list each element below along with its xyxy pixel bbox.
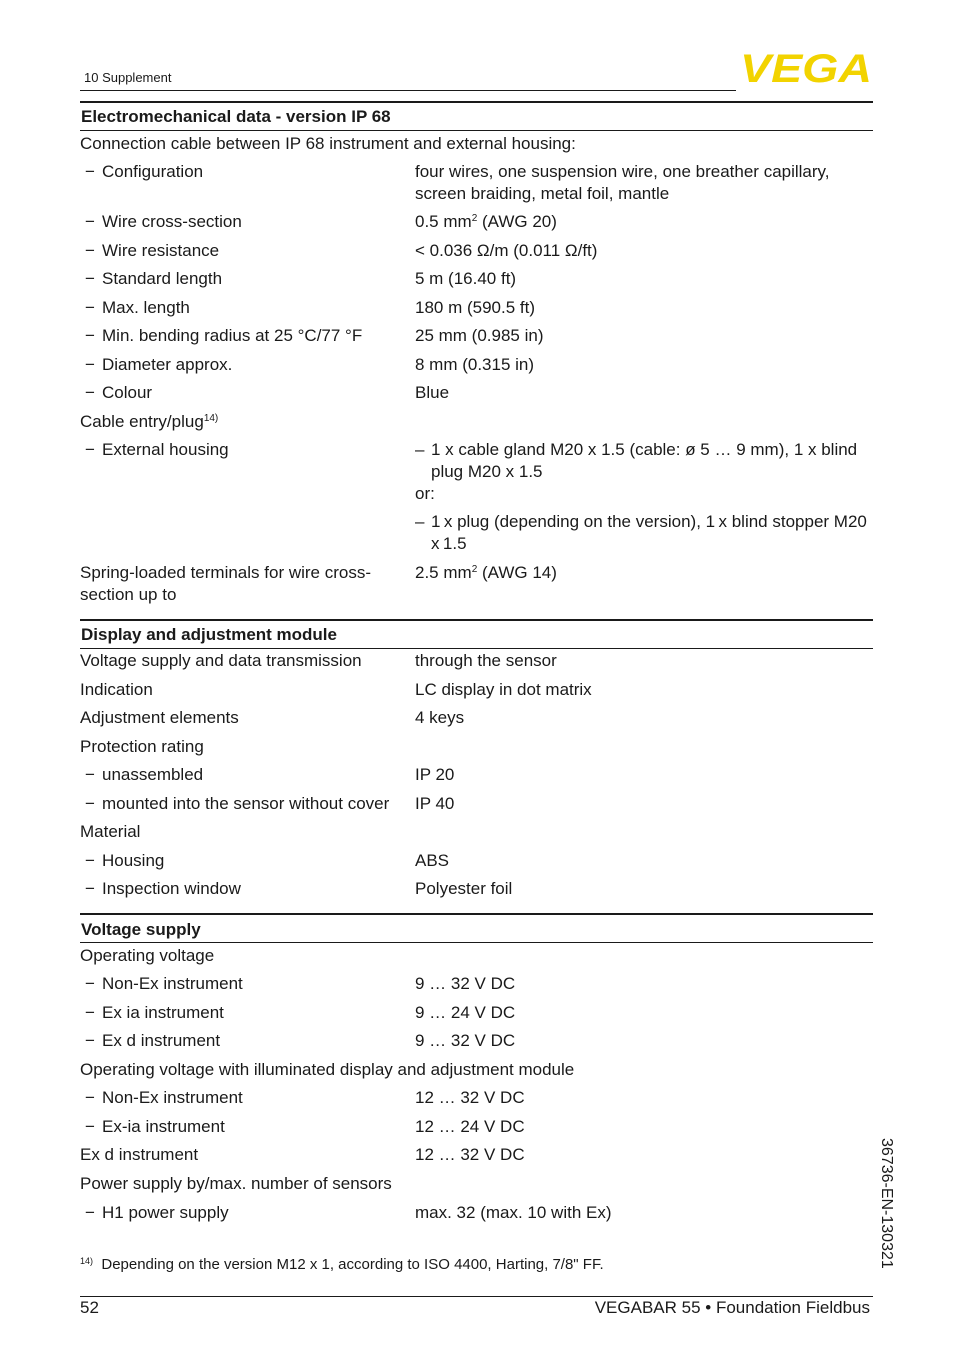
dash: − bbox=[85, 440, 95, 459]
spec-label: Protection rating bbox=[80, 737, 204, 756]
spec-value: 2.5 $mm^2$ (AWG 14) bbox=[415, 563, 557, 582]
spec-label: Cable entry/plug$^{14)}$ bbox=[80, 412, 219, 431]
footnote bbox=[80, 1256, 604, 1273]
spec-value: IP 20 bbox=[415, 765, 455, 784]
spec-value: 180 m (590.5 ft) bbox=[415, 298, 536, 317]
product-name: VEGABAR 55 • Foundation Fieldbus bbox=[594, 1298, 870, 1317]
spec-value: Blue bbox=[415, 383, 450, 402]
spec-label: Power supply by/max. number of sensors bbox=[80, 1174, 392, 1193]
spec-label: − Inspection window bbox=[85, 879, 241, 898]
spec-value: < 0.036 Ω/m (0.011 Ω/ft) bbox=[415, 241, 598, 260]
dash: − bbox=[85, 1203, 95, 1222]
page-number: 52 bbox=[80, 1298, 99, 1317]
spec-label: − Diameter approx. bbox=[85, 355, 233, 374]
logo-wordmark: VEGA bbox=[740, 50, 872, 86]
spec-value: four wires, one suspension wire, one breather capillary, screen braiding, metal foil, mantle bbox=[415, 162, 830, 203]
spec-value: 12 … 32 V DC bbox=[415, 1088, 525, 1107]
spec-value: through the sensor bbox=[415, 651, 557, 670]
spec-value bbox=[415, 439, 875, 555]
spec-label: − Ex d instrument bbox=[85, 1031, 221, 1050]
dash: − bbox=[85, 298, 95, 317]
dash: − bbox=[85, 355, 95, 374]
spec-label: − External housing bbox=[85, 440, 229, 459]
spec-value: 5 m (16.40 ft) bbox=[415, 269, 517, 288]
intro-label: Connection cable between IP 68 instrument and external housing: bbox=[80, 134, 576, 153]
spec-value: IP 40 bbox=[415, 794, 455, 813]
spec-label: − Non-Ex instrument bbox=[85, 974, 243, 993]
spec-value: 9 … 32 V DC bbox=[415, 974, 516, 993]
spec-label: − Ex ia instrument bbox=[85, 1003, 224, 1022]
dash: − bbox=[85, 765, 95, 784]
spec-value: max. 32 (max. 10 with Ex) bbox=[415, 1203, 612, 1222]
spec-label: − Configuration bbox=[85, 162, 204, 181]
footnote-text: Depending on the version M12 x 1, according to ISO 4400, Harting, 7/8" FF. bbox=[101, 1256, 604, 1273]
spec-label: − Non-Ex instrument bbox=[85, 1088, 243, 1107]
spec-label: − Min. bending radius at 25 °C/77 °F bbox=[85, 326, 363, 345]
dash: − bbox=[85, 212, 95, 231]
spec-label: − Wire resistance bbox=[85, 241, 220, 260]
option-item: – 1 x plug (depending on the version), 1 x blind stopper M20 x 1.5 bbox=[415, 511, 875, 555]
or-text: or: bbox=[415, 484, 435, 503]
document-code: 36736-EN-130321 bbox=[878, 1138, 895, 1269]
spec-label: Ex d instrument bbox=[80, 1145, 199, 1164]
spec-label: Operating voltage bbox=[80, 946, 215, 965]
spec-label: − Wire cross-section bbox=[85, 212, 242, 231]
dash: − bbox=[85, 269, 95, 288]
spec-value: Polyester foil bbox=[415, 879, 513, 898]
spec-value: 4 keys bbox=[415, 708, 465, 727]
spec-label: Voltage supply and data transmission bbox=[80, 651, 362, 670]
spec-label: − unassembled bbox=[85, 765, 204, 784]
spec-label: Indication bbox=[80, 680, 153, 699]
dash: − bbox=[85, 879, 95, 898]
spec-value: 9 … 24 V DC bbox=[415, 1003, 516, 1022]
dash: − bbox=[85, 326, 95, 345]
spec-label: Operating voltage with illuminated display and adjustment module bbox=[80, 1060, 575, 1079]
spec-label: − mounted into the sensor without cover bbox=[85, 794, 390, 813]
dash: − bbox=[85, 974, 95, 993]
dash: − bbox=[85, 1031, 95, 1050]
spec-value: 25 mm (0.985 in) bbox=[415, 326, 544, 345]
option-item: – 1 x cable gland M20 x 1.5 (cable: ø 5 … 9 mm), 1 x blind plug M20 x 1.5 bbox=[415, 439, 875, 483]
spec-value: ABS bbox=[415, 851, 450, 870]
dash: − bbox=[85, 162, 95, 181]
dash: − bbox=[85, 383, 95, 402]
section-title-display: Display and adjustment module bbox=[80, 619, 873, 649]
spec-value: 8 mm (0.315 in) bbox=[415, 355, 535, 374]
dash: − bbox=[85, 1003, 95, 1022]
vega-logo bbox=[740, 50, 874, 86]
dash: − bbox=[85, 1088, 95, 1107]
running-header: 10 Supplement bbox=[84, 70, 172, 85]
spec-value: 0.5 $mm^2$ (AWG 20) bbox=[415, 212, 557, 231]
spec-label: − H1 power supply bbox=[85, 1203, 229, 1222]
dash: − bbox=[85, 1117, 95, 1136]
dash: − bbox=[85, 241, 95, 260]
spec-label: Material bbox=[80, 822, 141, 841]
spec-value: 9 … 32 V DC bbox=[415, 1031, 516, 1050]
dash: − bbox=[85, 794, 95, 813]
spec-value: 12 … 32 V DC bbox=[415, 1145, 525, 1164]
spec-label: − Colour bbox=[85, 383, 153, 402]
spec-label: − Ex-ia instrument bbox=[85, 1117, 225, 1136]
spec-label: − Standard length bbox=[85, 269, 223, 288]
spec-value: LC display in dot matrix bbox=[415, 680, 592, 699]
dash: − bbox=[85, 851, 95, 870]
spec-label: Spring-loaded terminals for wire cross-section up to bbox=[80, 563, 371, 604]
footer-rule bbox=[80, 1296, 873, 1297]
spec-label: − Housing bbox=[85, 851, 165, 870]
header-rule bbox=[80, 90, 736, 91]
section-title-voltage: Voltage supply bbox=[80, 913, 873, 943]
spec-label: Adjustment elements bbox=[80, 708, 239, 727]
spec-label: − Max. length bbox=[85, 298, 190, 317]
spec-value: 12 … 24 V DC bbox=[415, 1117, 525, 1136]
footnote-mark: 14) bbox=[80, 1256, 94, 1266]
section-title-electromechanical: Electromechanical data - version IP 68 bbox=[80, 101, 873, 131]
